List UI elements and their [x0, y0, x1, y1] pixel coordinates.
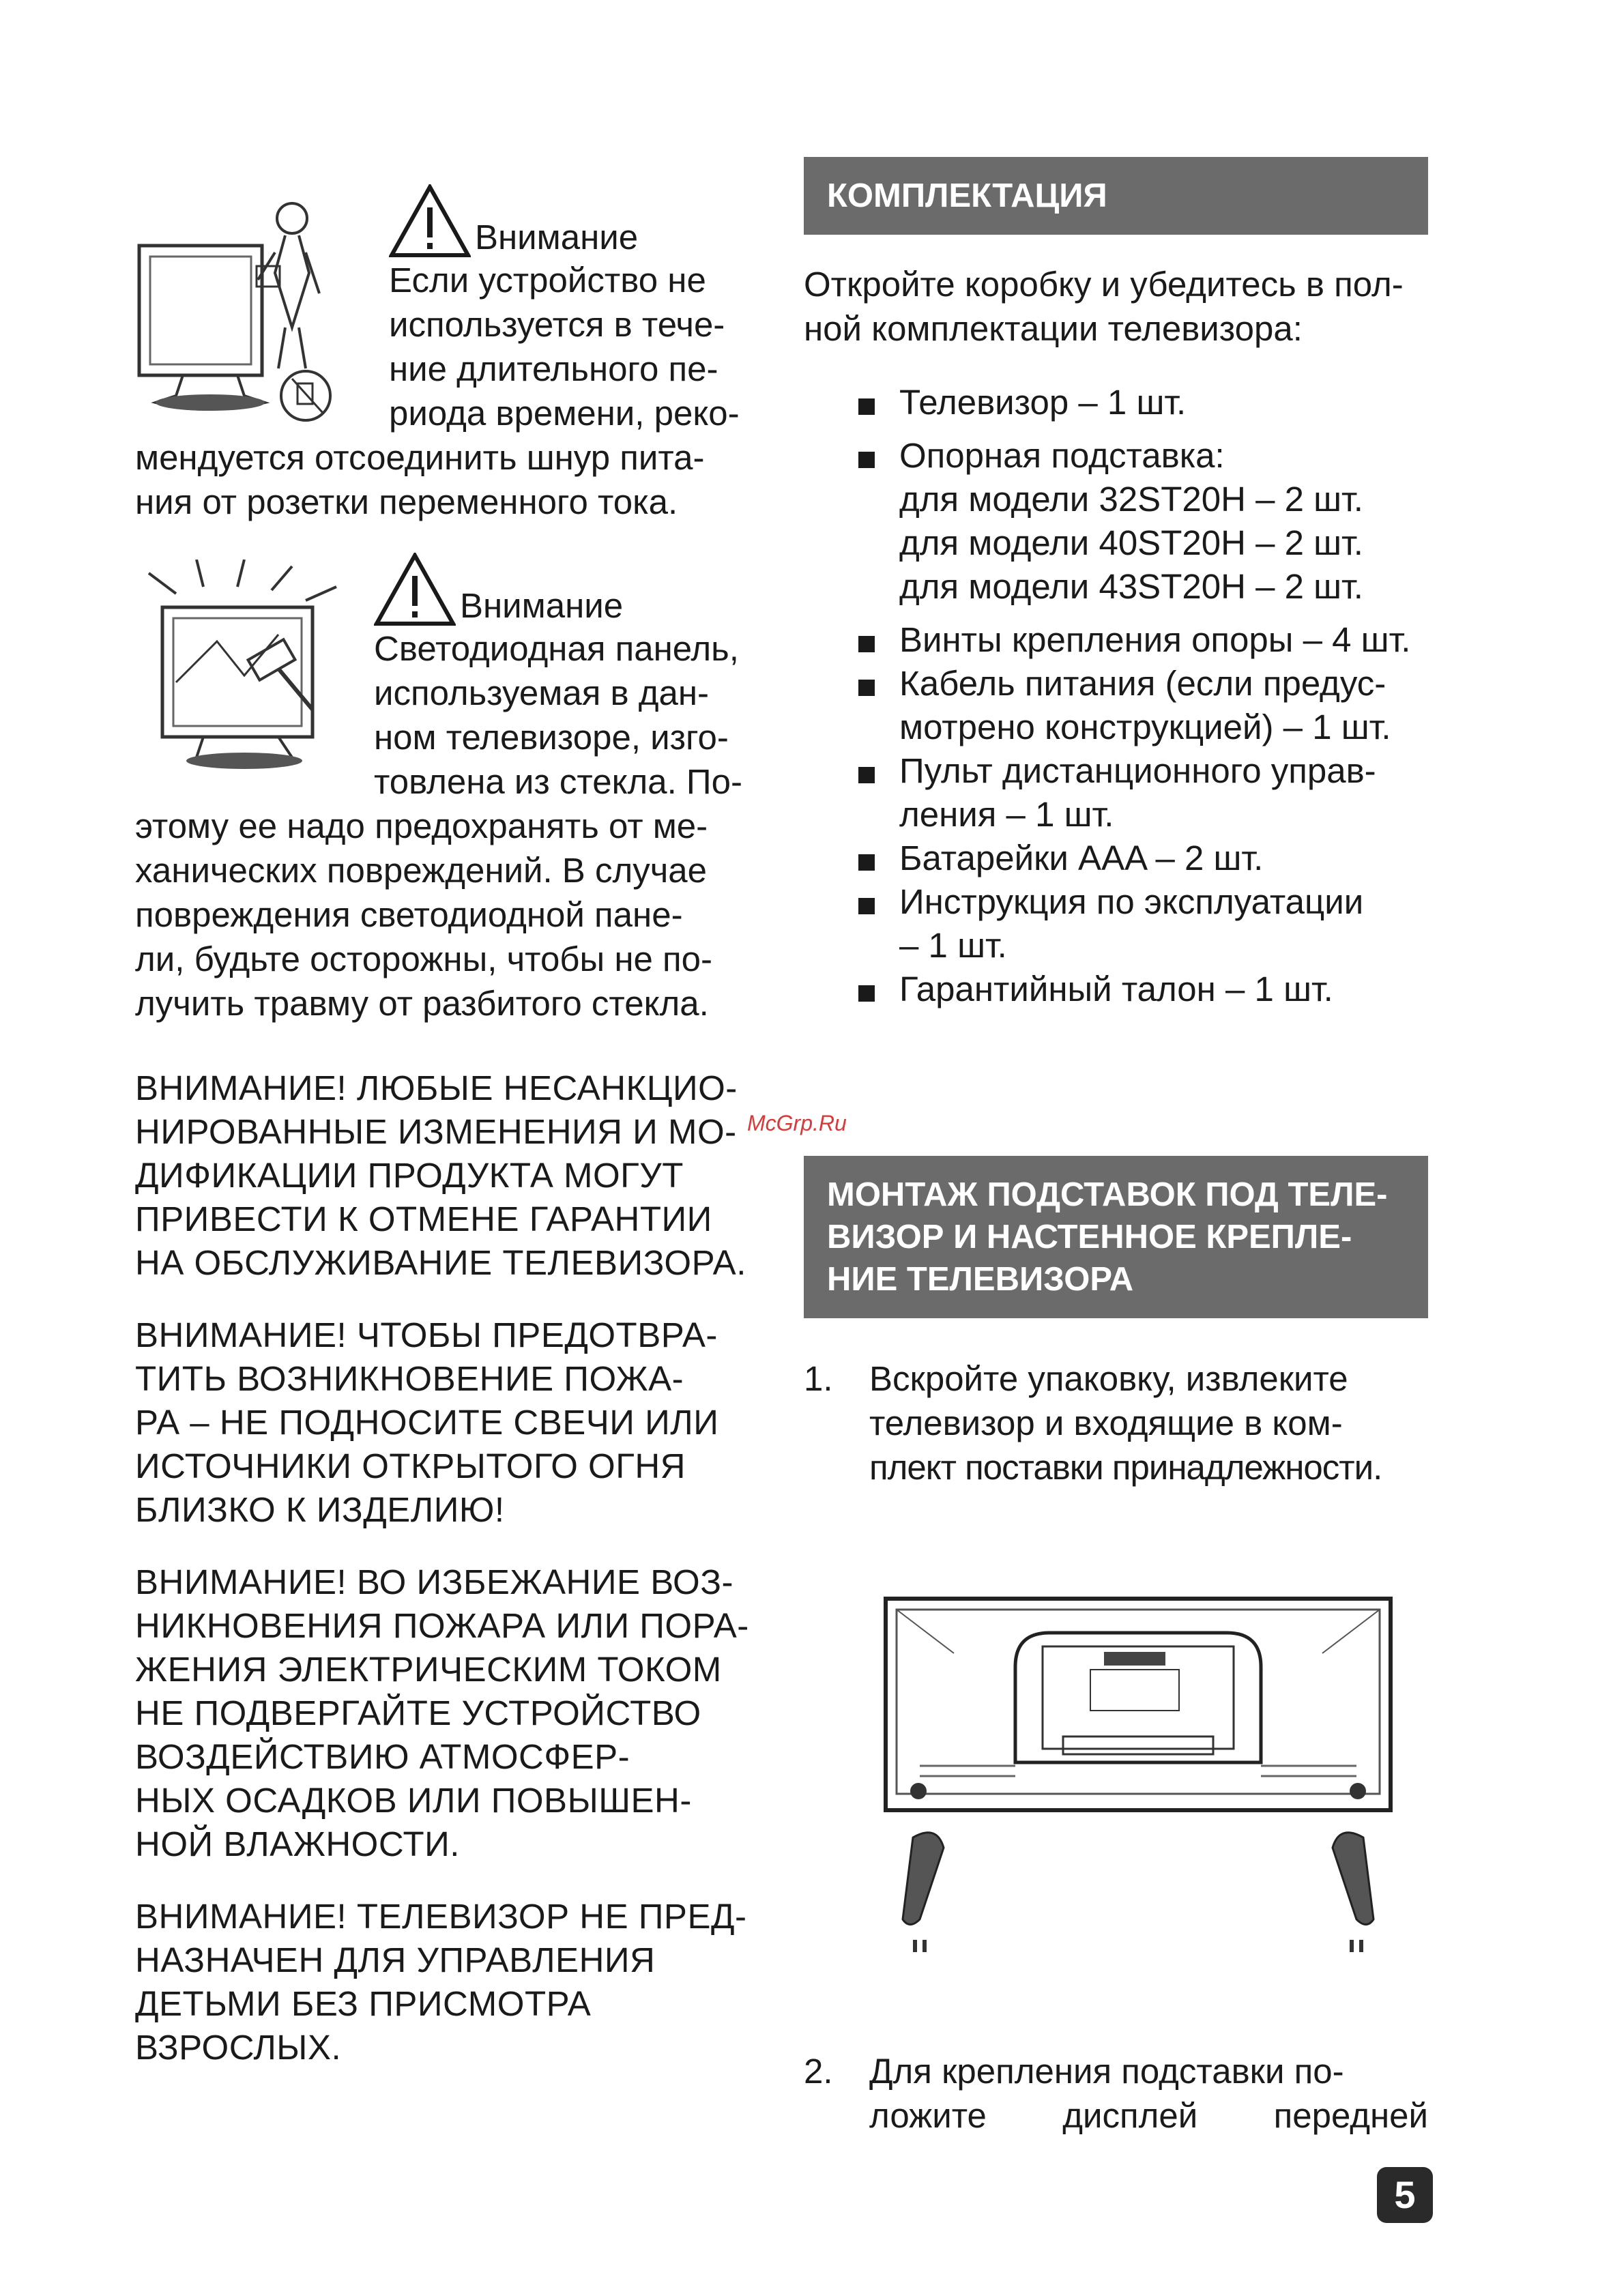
list-item-text: Винты крепления опоры – 4 шт. — [899, 620, 1411, 659]
step-number: 2. — [804, 2052, 833, 2091]
warning-block-unplug — [135, 184, 757, 521]
warning2-line: ном телевизоре, изго- — [374, 718, 729, 757]
list-item — [804, 434, 1428, 609]
bullet-square-icon — [858, 985, 875, 1002]
page-number: 5 — [1377, 2167, 1433, 2223]
caps-line: ВНИМАНИЕ! ВО ИЗБЕЖАНИЕ ВОЗ- — [135, 1563, 734, 1601]
warning1-wrap — [389, 184, 757, 435]
caps-line: НА ОБСЛУЖИВАНИЕ ТЕЛЕВИЗОРА. — [135, 1243, 746, 1282]
bullet-square-icon — [858, 767, 875, 783]
caps-line: ВНИМАНИЕ! ЧТОБЫ ПРЕДОТВРА- — [135, 1316, 718, 1354]
list-item-text: Опорная подставка: — [899, 436, 1225, 475]
list-item — [804, 618, 1428, 662]
warning1-line: Если устройство не — [389, 261, 706, 300]
list-item — [804, 880, 1428, 968]
caps-line: ВЗРОСЛЫХ. — [135, 2028, 342, 2067]
tv-glass-illustration — [135, 560, 367, 791]
intro-line: Откройте коробку и убедитесь в пол- — [804, 265, 1404, 304]
caps-warning-3 — [135, 1560, 757, 1866]
step1-line: Вскройте упаковку, извлеките — [869, 1359, 1348, 1398]
list-item-text: Батарейки AAA – 2 шт. — [899, 839, 1264, 877]
caps-line: НЕ ПОДВЕРГАЙТЕ УСТРОЙСТВО — [135, 1694, 701, 1732]
caps-line: НЫХ ОСАДКОВ ИЛИ ПОВЫШЕН- — [135, 1781, 692, 1820]
list-item-text: Кабель питания (если предус- — [899, 664, 1386, 703]
caps-line: ЖЕНИЯ ЭЛЕКТРИЧЕСКИМ ТОКОМ — [135, 1650, 722, 1689]
list-item — [804, 749, 1428, 837]
warning1-line: используется в тече- — [389, 305, 725, 344]
caps-line: ВНИМАНИЕ! ТЕЛЕВИЗОР НЕ ПРЕД- — [135, 1897, 747, 1936]
warning1-line: ния от розетки переменного тока. — [135, 482, 678, 521]
bullet-square-icon — [858, 398, 875, 415]
step1-line: плект поставки принадлежности. — [869, 1448, 1382, 1487]
list-item-text: Инструкция по эксплуатации — [899, 882, 1364, 921]
mounting-title-line: НИЕ ТЕЛЕВИЗОРА — [827, 1261, 1134, 1298]
warning2-line: этому ее надо предохранять от ме- — [135, 806, 708, 845]
caps-warning-2 — [135, 1313, 757, 1532]
left-column — [135, 184, 757, 2069]
warning2-line: ханических повреждений. В случае — [135, 851, 708, 890]
bullet-square-icon — [858, 680, 875, 696]
step-number: 1. — [804, 1359, 833, 1398]
bullet-square-icon — [858, 854, 875, 871]
step2-line: Для крепления подставки по- — [869, 2052, 1344, 2091]
package-intro — [804, 262, 1428, 351]
tv-unplug-illustration — [135, 198, 367, 430]
step1-line: телевизор и входящие в ком- — [869, 1404, 1343, 1442]
list-item — [804, 968, 1428, 1011]
caps-line: НОЙ ВЛАЖНОСТИ. — [135, 1825, 460, 1863]
warning1-line: риода времени, реко- — [389, 394, 740, 433]
warning2-line: используемая в дан- — [374, 673, 710, 712]
list-item-text: – 1 шт. — [899, 926, 1007, 965]
list-item-text: Телевизор – 1 шт. — [899, 383, 1187, 422]
warning1-title: Внимание — [475, 218, 639, 257]
list-item — [804, 662, 1428, 749]
warning1-line: ние длительного пе- — [389, 349, 718, 388]
list-item-text: Гарантийный талон – 1 шт. — [899, 970, 1333, 1008]
list-item-text: для модели 32ST20H – 2 шт. — [899, 480, 1363, 519]
caps-line: ТИТЬ ВОЗНИКНОВЕНИЕ ПОЖА- — [135, 1359, 684, 1398]
section-title-package: КОМПЛЕКТАЦИЯ — [804, 157, 1428, 235]
caps-line: РА – НЕ ПОДНОСИТЕ СВЕЧИ ИЛИ — [135, 1403, 719, 1442]
mounting-title-line: ВИЗОР И НАСТЕННОЕ КРЕПЛЕ- — [827, 1219, 1352, 1255]
warning2-line: Светодиодная панель, — [374, 629, 739, 668]
warning2-line: лучить травму от разбитого стекла. — [135, 984, 709, 1023]
step2-line: ложите дисплей передней — [869, 2096, 1428, 2135]
list-item-text: ления – 1 шт. — [899, 795, 1114, 834]
caps-warning-1 — [135, 1066, 757, 1285]
list-item-text: для модели 40ST20H – 2 шт. — [899, 523, 1363, 562]
warning2-wrap — [374, 553, 757, 804]
list-item — [804, 381, 1428, 424]
package-list — [804, 381, 1428, 1011]
caps-line: БЛИЗКО К ИЗДЕЛИЮ! — [135, 1490, 505, 1529]
caps-line: ВНИМАНИЕ! ЛЮБЫЕ НЕСАНКЦИО- — [135, 1069, 738, 1107]
caps-line: НИКНОВЕНИЯ ПОЖАРА ИЛИ ПОРА- — [135, 1606, 749, 1645]
step-1 — [804, 1356, 1428, 1490]
caps-line: НИРОВАННЫЕ ИЗМЕНЕНИЯ И МО- — [135, 1112, 737, 1151]
section-title-mounting — [804, 1156, 1428, 1318]
caps-line: ПРИВЕСТИ К ОТМЕНЕ ГАРАНТИИ — [135, 1200, 712, 1238]
warning1-line: мендуется отсоединить шнур пита- — [135, 438, 705, 477]
caps-warning-4 — [135, 1895, 757, 2069]
list-item — [804, 837, 1428, 880]
tv-back-stand-illustration — [879, 1592, 1397, 1974]
warning1-heading — [389, 184, 757, 258]
warning2-heading — [374, 553, 757, 626]
warning-triangle-icon — [374, 553, 456, 626]
watermark: McGrp.Ru — [747, 1111, 847, 1135]
caps-line: НАЗНАЧЕН ДЛЯ УПРАВЛЕНИЯ — [135, 1941, 656, 1979]
list-item-text: для модели 43ST20H – 2 шт. — [899, 567, 1363, 606]
caps-line: ИСТОЧНИКИ ОТКРЫТОГО ОГНЯ — [135, 1447, 686, 1485]
warning-triangle-icon — [389, 184, 471, 258]
warning2-line: ли, будьте осторожны, чтобы не по- — [135, 940, 713, 978]
mounting-title-line: МОНТАЖ ПОДСТАВОК ПОД ТЕЛЕ- — [827, 1176, 1388, 1213]
list-item-text: Пульт дистанционного управ- — [899, 751, 1376, 790]
caps-line: ВОЗДЕЙСТВИЮ АТМОСФЕР- — [135, 1737, 630, 1776]
bullet-square-icon — [858, 452, 875, 468]
caps-line: ДЕТЬМИ БЕЗ ПРИСМОТРА — [135, 1984, 592, 2023]
right-column — [804, 157, 1428, 2138]
list-item-text: мотрено конструкцией) – 1 шт. — [899, 708, 1391, 746]
step-2 — [804, 2049, 1428, 2138]
bullet-square-icon — [858, 898, 875, 914]
warning2-line: повреждения светодиодной пане- — [135, 895, 683, 934]
intro-line: ной комплектации телевизора: — [804, 309, 1303, 348]
warning2-title: Внимание — [460, 586, 624, 625]
caps-line: ДИФИКАЦИИ ПРОДУКТА МОГУТ — [135, 1156, 684, 1195]
bullet-square-icon — [858, 636, 875, 652]
warning2-line: товлена из стекла. По- — [374, 762, 742, 801]
warning-block-glass — [135, 553, 757, 1026]
